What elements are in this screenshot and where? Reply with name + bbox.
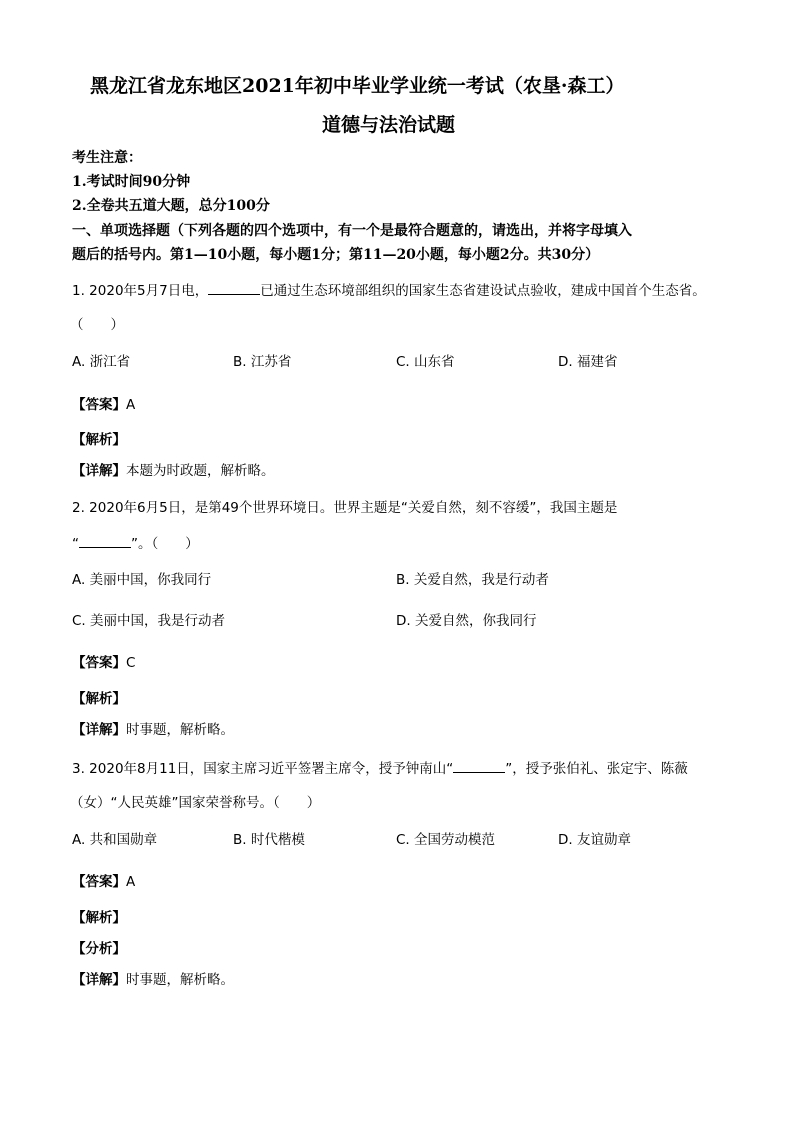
question-1-option-b: B. 江苏省 xyxy=(233,354,292,370)
question-1-answer xyxy=(72,395,135,415)
question-3-detail xyxy=(72,970,234,990)
question-2-detail xyxy=(72,720,234,740)
notice-item-2: 2.全卷共五道大题，总分100分 xyxy=(72,198,270,214)
question-2-answer xyxy=(72,653,135,673)
answer-value: C xyxy=(126,655,136,671)
question-2-stem-line2 xyxy=(72,533,199,554)
question-3-option-c: C. 全国劳动模范 xyxy=(396,832,496,848)
question-2-option-c: C. 美丽中国，我是行动者 xyxy=(72,613,226,629)
question-2-analysis-tag: 【解析】 xyxy=(72,691,126,707)
question-3-answer xyxy=(72,872,135,892)
question-1-option-c: C. 山东省 xyxy=(396,354,455,370)
detail-text: 时事题，解析略。 xyxy=(126,722,234,738)
question-3-stem-line1 xyxy=(72,758,688,779)
question-2-option-d: D. 关爱自然，你我同行 xyxy=(396,613,537,629)
question-3-blank xyxy=(453,758,505,773)
question-1-stem-part-a: 1. 2020年5月7日电， xyxy=(72,283,209,299)
question-1-detail xyxy=(72,461,275,481)
detail-tag: 【详解】 xyxy=(72,463,126,479)
question-3-option-a: A. 共和国勋章 xyxy=(72,832,158,848)
question-1-blank xyxy=(208,280,260,295)
question-3-fenxi-tag: 【分析】 xyxy=(72,941,126,957)
section1-instructions-line1: 一、单项选择题（下列各题的四个选项中，有一个是最符合题意的，请选出，并将字母填入 xyxy=(72,223,632,239)
answer-tag: 【答案】 xyxy=(72,655,126,671)
exam-title: 黑龙江省龙东地区2021年初中毕业学业统一考试（农垦·森工） xyxy=(90,75,625,97)
question-3-stem-line2: （女）“人民英雄”国家荣誉称号。（ ） xyxy=(70,795,321,811)
detail-tag: 【详解】 xyxy=(72,972,126,988)
question-2-option-b: B. 关爱自然，我是行动者 xyxy=(396,572,549,588)
question-2-close: ”。（ ） xyxy=(131,536,199,552)
question-2-stem-line1: 2. 2020年6月5日，是第49个世界环境日。世界主题是“关爱自然，刻不容缓”，我国主题是 xyxy=(72,500,618,516)
question-3-option-b: B. 时代楷模 xyxy=(233,832,305,848)
section1-instructions-line2: 题后的括号内。第1—10小题，每小题1分；第11—20小题，每小题2分。共30分） xyxy=(72,247,600,263)
answer-tag: 【答案】 xyxy=(72,397,126,413)
notice-item-1: 1.考试时间90分钟 xyxy=(72,174,191,190)
question-3-option-d: D. 友谊勋章 xyxy=(558,832,631,848)
question-3-analysis-tag: 【解析】 xyxy=(72,910,126,926)
detail-text: 本题为时政题，解析略。 xyxy=(126,463,275,479)
answer-value: A xyxy=(126,397,136,413)
question-1-analysis-tag: 【解析】 xyxy=(72,432,126,448)
answer-value: A xyxy=(126,874,136,890)
answer-tag: 【答案】 xyxy=(72,874,126,890)
question-1-option-a: A. 浙江省 xyxy=(72,354,131,370)
question-2-blank xyxy=(79,533,131,548)
exam-subtitle: 道德与法治试题 xyxy=(322,114,456,136)
question-1-bracket: （ ） xyxy=(70,317,124,333)
question-3-stem-part-a: 3. 2020年8月11日，国家主席习近平签署主席令，授予钟南山“ xyxy=(72,761,454,777)
question-1-stem xyxy=(72,280,706,301)
detail-text: 时事题，解析略。 xyxy=(126,972,234,988)
question-3-stem-part-b: ”，授予张伯礼、张定宇、陈薇 xyxy=(505,761,688,777)
question-1-option-d: D. 福建省 xyxy=(558,354,618,370)
detail-tag: 【详解】 xyxy=(72,722,126,738)
question-2-open-quote: “ xyxy=(72,536,79,552)
question-1-stem-part-b: 已通过生态环境部组织的国家生态省建设试点验收，建成中国首个生态省。 xyxy=(260,283,706,299)
notice-heading: 考生注意： xyxy=(72,150,142,166)
question-2-option-a: A. 美丽中国，你我同行 xyxy=(72,572,212,588)
